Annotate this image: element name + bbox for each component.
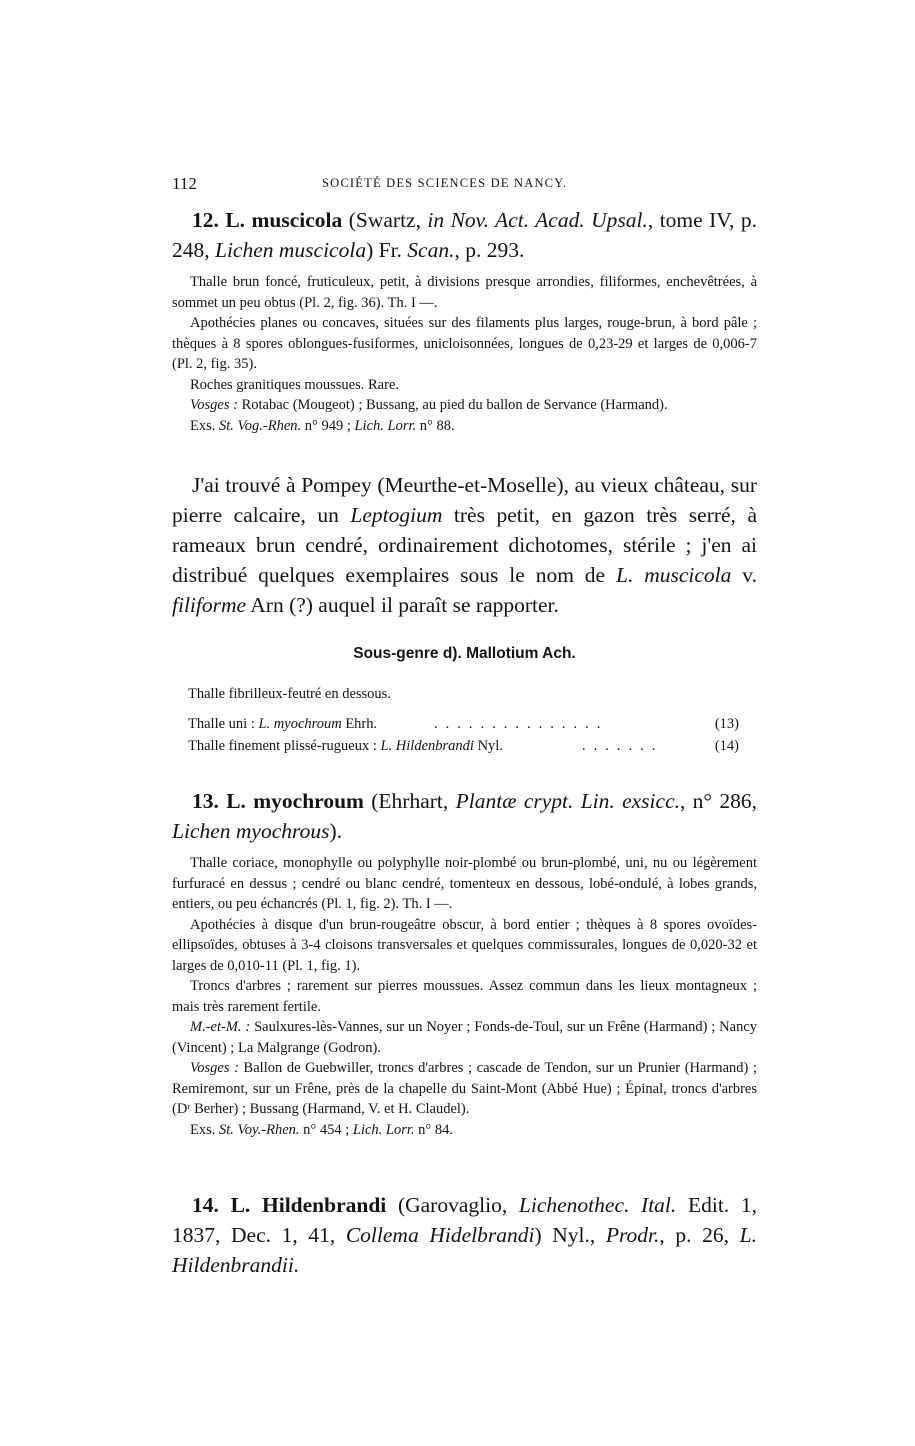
species-number: 14.: [192, 1193, 219, 1217]
note-text: très petit, en gazon très serré, à rameaux brun cendré, ordinairement dichotomes, stérile ; j'en ai distribué quelques exemplaires sous le nom de: [172, 503, 757, 587]
thallus-paragraph: Thalle brun foncé, fruticuleux, petit, à divisions presque arrondies, filiformes, enchevêtrées, à sommet un peu obtus (Pl. 2, fig. 36). Th. I —.: [172, 274, 757, 311]
habitat-paragraph: Roches granitiques moussues. Rare.: [190, 376, 400, 393]
habitat-paragraph: Troncs d'arbres ; rarement sur pierres moussues. Assez commun dans les lieux montagneux ; mais très rarement fertile.: [172, 978, 757, 1015]
citation-italic: Lichen muscicola: [215, 238, 367, 262]
citation-italic: L. Hildenbrandii.: [172, 1223, 757, 1277]
key-text: Nyl.: [473, 738, 503, 754]
citation-italic: Prodr.: [605, 1223, 660, 1247]
genus: L.: [230, 1193, 251, 1217]
citation-text: ) Nyl.,: [534, 1223, 606, 1247]
note-text: J'ai trouvé à Pompey (Meurthe-et-Moselle), au vieux château, sur pierre calcaire, un: [172, 473, 757, 527]
key-text: Ehrh.: [341, 716, 378, 732]
citation-text: , tome IV, p. 248,: [172, 208, 758, 262]
species-13-description: [172, 853, 757, 1140]
citation-text: ).: [329, 819, 342, 843]
species-number: 13.: [192, 789, 219, 813]
exs-italic: St. Voy.-Rhen.: [219, 1121, 300, 1138]
note-text: Arn (?) auquel il paraît se rapporter.: [246, 593, 559, 617]
citation-italic: in Nov. Act. Acad. Upsal.: [427, 208, 648, 232]
exsiccata-paragraph: [172, 1120, 757, 1141]
citation-text: (Garovaglio,: [386, 1193, 519, 1217]
species-number: 12.: [192, 208, 219, 232]
locality-paragraph: [172, 1017, 757, 1058]
key-italic: L. Hildenbrandi: [380, 738, 474, 754]
species-13-heading: [172, 786, 757, 846]
identification-key: [172, 686, 757, 760]
apothecia-paragraph: Apothécies planes ou concaves, situées sur des filaments plus larges, rouge-brun, à bord pâle ; thèques à 8 spores oblongues-fusiformes, unicloisonnées, longues de 0,23-29 et larges de 0,006-7 (Pl. 2, fig. 35).: [172, 315, 757, 372]
subgenus-heading: [172, 645, 757, 663]
locality-text: Ballon de Guebwiller, troncs d'arbres ; cascade de Tendon, sur un Prunier (Harmand) ; Remiremont, sur un Frêne, près de la chapelle du Saint-Mont (Abbé Hue) ; Épinal, troncs d'arbres (Dʳ Berher) ; Bussang (Harmand, V. et H. Claudel).: [172, 1060, 757, 1117]
locality-paragraph: [172, 1058, 757, 1120]
author-note: [172, 470, 757, 620]
locality-text: Saulxures-lès-Vannes, sur un Noyer ; Fonds-de-Toul, sur un Frêne (Harmand) ; Nancy (Vincent) ; La Malgrange (Godron).: [172, 1019, 757, 1056]
citation-italic: Plantæ crypt. Lin. exsicc.: [455, 789, 680, 813]
region-label: Vosges :: [190, 397, 238, 413]
exs-text: n° 84.: [414, 1121, 453, 1138]
subgenus-name: Mallotium Ach.: [466, 645, 576, 662]
leader-dots: .......: [582, 738, 664, 754]
exs-italic: Lich. Lorr.: [354, 417, 417, 434]
key-text: Thalle finement plissé-rugueux :: [188, 738, 381, 754]
citation-text: ) Fr.: [366, 238, 408, 262]
citation-text: (Ehrhart,: [363, 789, 456, 813]
note-italic: L. muscicola: [615, 563, 732, 587]
citation-italic: Collema Hidelbrandi: [345, 1223, 535, 1247]
thallus-paragraph: Thalle coriace, monophylle ou polyphylle noir-plombé ou brun-plombé, uni, nu ou légèrement furfuracé en dessus ; cendré ou blanc cendré, tomenteux en dessous, lobé-ondulé, à lobes grands, entiers, ou peu échancrés (Pl. 1, fig. 2). Th. I —.: [172, 855, 757, 912]
running-title: SOCIÉTÉ DES SCIENCES DE NANCY.: [322, 176, 568, 190]
locality-text: Rotabac (Mougeot) ; Bussang, au pied du ballon de Servance (Harmand).: [237, 397, 668, 413]
exs-text: Exs.: [190, 417, 219, 434]
locality-paragraph: [172, 395, 757, 416]
region-label: M.-et-M. :: [190, 1019, 251, 1035]
epithet: myochroum: [253, 789, 364, 813]
epithet: Hildenbrandi: [262, 1193, 387, 1217]
key-text: Thalle uni :: [188, 716, 259, 732]
note-italic: Leptogium: [350, 503, 443, 527]
key-italic: L. myochroum: [258, 716, 342, 732]
citation-text: , p. 293.: [454, 238, 525, 262]
exs-italic: St. Vog.-Rhen.: [219, 417, 302, 434]
key-intro: [172, 686, 757, 708]
exs-text: Exs.: [190, 1121, 219, 1138]
key-target: (14): [714, 738, 739, 754]
citation-italic: Scan.: [407, 238, 455, 262]
citation-text: , p. 26,: [659, 1223, 740, 1247]
key-row: [172, 738, 757, 760]
exs-text: n° 454 ;: [299, 1121, 353, 1138]
note-italic: filiforme: [172, 593, 247, 617]
key-row: [172, 716, 757, 738]
key-intro-text: Thalle fibrilleux-feutré en dessous.: [188, 686, 391, 702]
genus: L.: [225, 208, 246, 232]
exs-text: n° 949 ;: [301, 417, 355, 434]
species-12-heading: [172, 205, 757, 265]
citation-italic: Lichen myochrous: [172, 819, 330, 843]
note-text: v.: [731, 563, 757, 587]
subgenus-label: Sous-genre d).: [353, 645, 467, 662]
citation-text: , n° 286,: [679, 789, 757, 813]
citation-text: (Swartz,: [342, 208, 428, 232]
exs-text: n° 88.: [416, 417, 455, 434]
species-14-heading: [172, 1190, 757, 1280]
region-label: Vosges :: [190, 1060, 239, 1076]
citation-italic: Lichenothec. Ital.: [518, 1193, 677, 1217]
leader-dots: ...............: [434, 716, 609, 732]
page-number: 112: [172, 174, 197, 193]
apothecia-paragraph: Apothécies à disque d'un brun-rougeâtre obscur, à bord entier ; thèques à 8 spores ovoïdes-ellipsoïdes, obtuses à 3-4 cloisons transversales et quelques commissurales, longues de 0,020-32 et larges de 0,010-11 (Pl. 1, fig. 1).: [172, 916, 757, 974]
epithet: muscicola: [251, 208, 343, 232]
key-target: (13): [714, 716, 739, 732]
exs-italic: Lich. Lorr.: [352, 1121, 415, 1138]
citation-text: Edit. 1, 1837, Dec. 1, 41,: [172, 1193, 757, 1247]
page-header: [172, 174, 757, 196]
species-12-description: [172, 272, 757, 436]
genus: L.: [226, 789, 246, 813]
exsiccata-paragraph: [172, 416, 757, 437]
